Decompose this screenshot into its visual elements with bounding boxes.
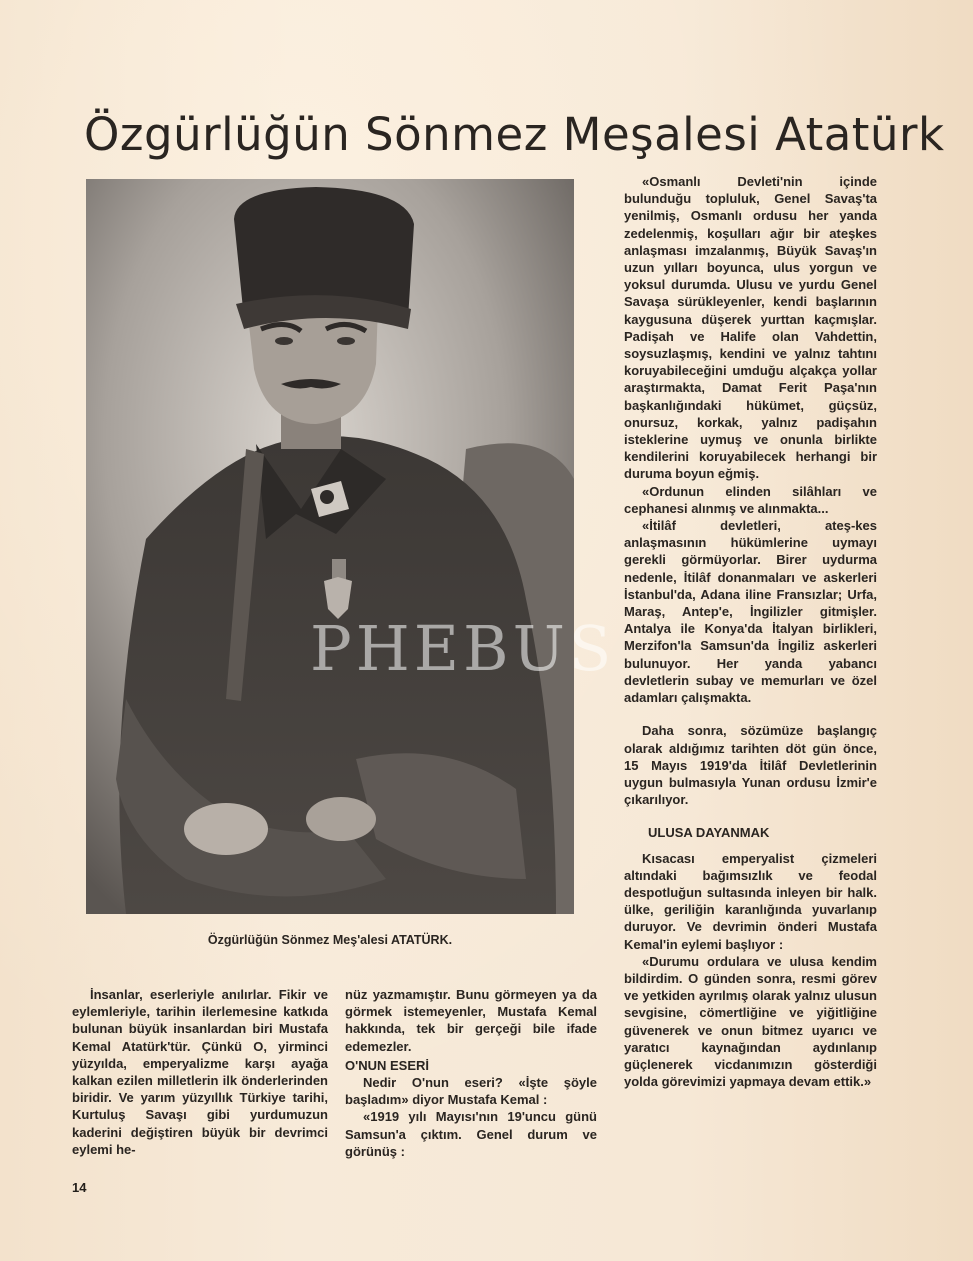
- page-number: 14: [72, 1180, 87, 1195]
- paragraph: Kısacası emperyalist çizmeleri altındaki bağımsızlık ve feodal despotluğun sultasında inleyen bir halk. ülke, geriliğin karanlığında yuvarlanıp duruyor. Ve devrimin önderi Mustafa Kemal'in eylemi başlıyor :: [624, 850, 877, 952]
- paragraph: «İtilâf devletleri, ateş-kes anlaşmasının hükümlerine uymayı gerekli görmüyorlar. Birer uydurma nedenle, İtilâf donanmaları ve askerleri İstanbul'da, Adana iline Fransızlar; Urfa, Maraş, Antep'e, İngilizler gitmişler. Antalya ile Konya'da İtalyan birlikleri, Merzifon'la Samsun'da İngiliz askerleri bulunuyor. Her yanda yabancı devletlerin subay ve memurları ve özel adamları çalışmakta.: [624, 518, 877, 706]
- column-right: [624, 173, 877, 1090]
- paragraph: «Osmanlı Devleti'nin içinde bulunduğu topluluk, Genel Savaş'ta yenilmiş, Osmanlı ordusu her yanda zedelenmiş, koşulları ağır bir ateşkes anlaşması imzalanmış, Büyük Savaş'ın uzun yılları boyunca, ulus yorgun ve yoksul durumda. Ulusu ve yurdu Genel Savaşa sürükleyenler, kendi başlarının kaygusuna düşerek yurttan kaçmışlar. Padişah ve Halife olan Vahdettin, soysuzlaşmış, kendini ve yalnız tahtını koruyabileceğini umduğu alçakça yollar araştırmakta, Damat Ferit Paşa'nın başkanlığındaki hükümet, güçsüz, onursuz, korkak, yalnız padişahın isteklerine uymuş ve onunla birlikte kendilerini koruyabilecek herhangi bir duruma boyun eğmiş.: [624, 174, 877, 482]
- paragraph: Daha sonra, sözümüze başlangıç olarak aldığımız tarihten döt gün önce, 15 Mayıs 1919'da İtilâf Devletlerinin uygun bulmasıyla Yunan ordusu İzmir'e çıkarılıyor.: [624, 723, 877, 808]
- column-middle: [345, 986, 597, 1160]
- paragraph: «Ordunun elinden silâhları ve cephanesi alınmış ve alınmakta...: [624, 483, 877, 516]
- section-heading-ulusa-dayanmak: ULUSA DAYANMAK: [648, 825, 770, 841]
- column-left: [72, 986, 328, 1158]
- paragraph: İnsanlar, eserleriyle anılırlar. Fikir ve eylemleriyle, tarihin ilerlemesine katkıda bulunan büyük insanlardan biri Mustafa Kemal Atatürk'tür. Çünkü O, yirminci yüzyılda, emperyalizme karşı ayağa kalkan ezilen milletlerin ilk önderlerinden biridir. Ve yarım yüzyıllık Türkiye tarihi, Kurtuluş Savaşı gibi yurdumuzun kaderini değiştiren büyük bir devrimci eylemi he-: [72, 987, 328, 1157]
- watermark-text: PHEBUS: [310, 612, 616, 685]
- photo-caption: Özgürlüğün Sönmez Meş'alesi ATATÜRK.: [207, 933, 453, 947]
- section-heading-onun-eseri: O'NUN ESERİ: [345, 1057, 429, 1073]
- portrait-photo: [86, 179, 574, 914]
- paragraph: «Durumu ordulara ve ulusa kendim bildirdim. O günden sonra, resmi görev ve yetkiden ayrılmış olarak yalnız ulusun sevgisine, cömertliğine ve yiğitliğine güvenerek ve onun bitmez uyarıcı ve yaratıcı kaynağından aydınlanıp güçlenerek vicdanımızın gösterdiği yolda görevimizi yapmaya devam ettik.»: [624, 953, 877, 1090]
- paragraph: nüz yazmamıştır. Bunu görmeyen ya da görmek istemeyenler, Mustafa Kemal hakkında, tek bir gerçeği bile ifade edemezler.: [345, 987, 597, 1054]
- paragraph: «1919 yılı Mayısı'nın 19'uncu günü Samsun'a çıktım. Genel durum ve görünüş :: [345, 1109, 597, 1159]
- article-title: Özgürlüğün Sönmez Meşalesi Atatürk: [84, 108, 945, 162]
- paragraph: Nedir O'nun eseri? «İşte şöyle başladım» diyor Mustafa Kemal :: [345, 1075, 597, 1108]
